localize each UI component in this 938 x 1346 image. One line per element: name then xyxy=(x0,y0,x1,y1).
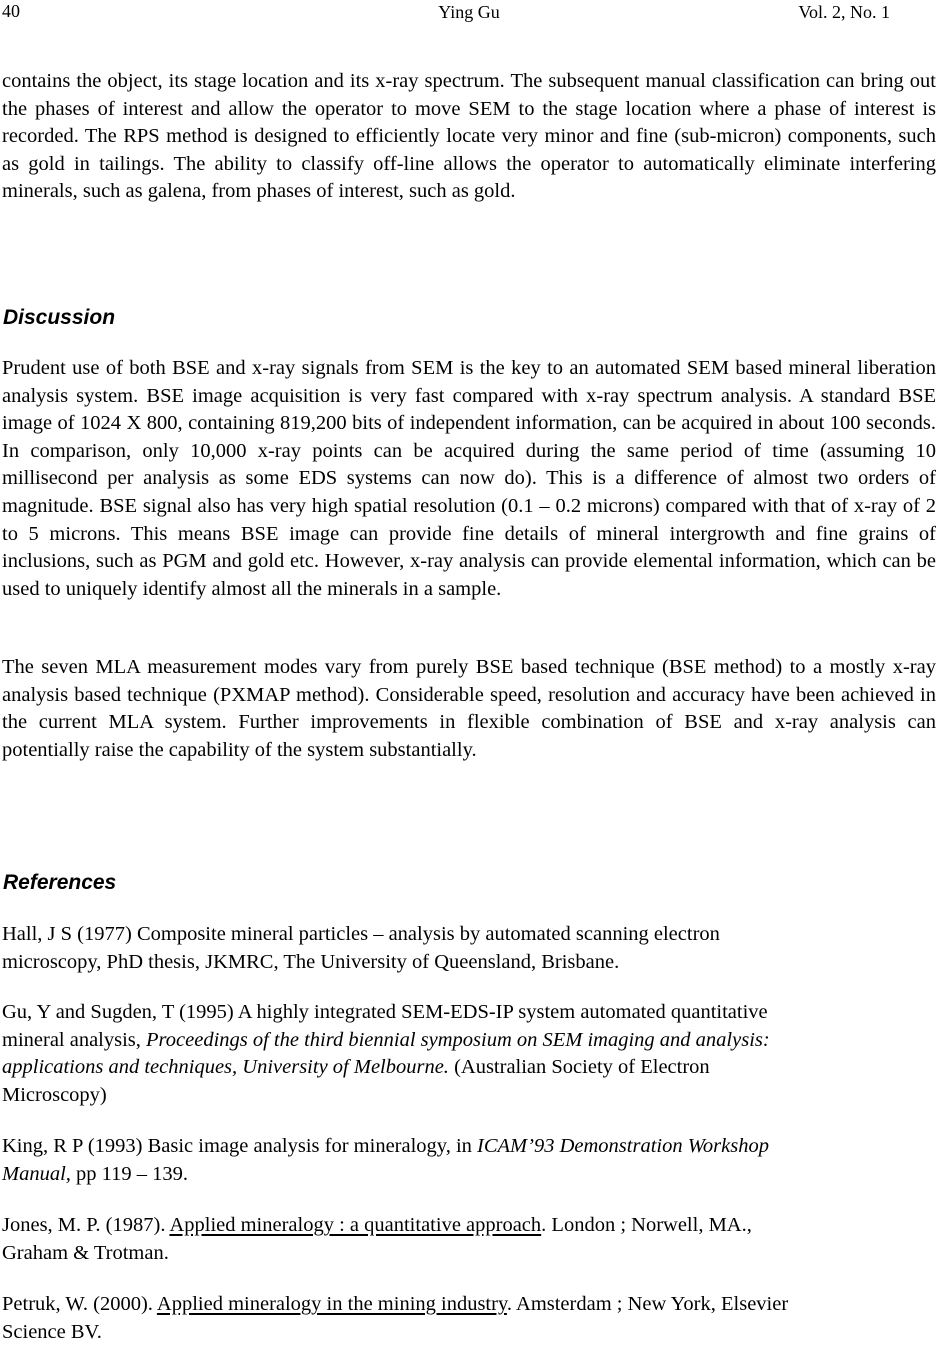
reference-book-title: Applied mineralogy in the mining industry xyxy=(156,1293,507,1315)
reference-line: Microscopy) xyxy=(2,1083,107,1106)
discussion-paragraph-2: The seven MLA measurement modes vary from purely BSE based technique (BSE method) to a mostly x-ray analysis based technique (PXMAP method). Considerable speed, resolution and accuracy have been achieved in the current MLA system. Further improvements in flexible combination of BSE and x-ray analysis can potentially raise the capability of the system substantially. xyxy=(2,656,936,761)
reference-source-title: Manual, xyxy=(2,1162,71,1185)
reference-book-title: Applied mineralogy : a quantitative approach xyxy=(169,1214,542,1236)
reference-line xyxy=(2,1291,902,1319)
reference-text: Jones, M. P. (1987). xyxy=(2,1214,170,1236)
reference-line xyxy=(2,1133,902,1161)
reference-item-gu-sugden xyxy=(2,999,902,1109)
discussion-paragraph-1: Prudent use of both BSE and x-ray signals from SEM is the key to an automated SEM based mineral liberation analysis system. BSE image acquisition is very fast compared with x-ray spectrum analysis. A standard BSE image of 1024 X 800, containing 819,200 bits of independent information, can be acquired in about 100 seconds. In comparison, only 10,000 x-ray points can be acquired during the same period of time (assuming 10 millisecond per analysis as some EDS systems can now do). This is a difference of almost two orders of magnitude. BSE signal also has very high spatial resolution (0.1 – 0.2 microns) compared with that of x-ray of 2 to 5 microns. This means BSE image can provide fine details of mineral intergrowth and fine grains of inclusions, such as PGM and gold etc. However, x-ray analysis can provide elemental information, which can be used to uniquely identify almost all the minerals in a sample. xyxy=(2,357,936,600)
reference-line xyxy=(2,1212,902,1240)
running-header-author: Ying Gu xyxy=(438,2,500,22)
reference-text: pp 119 – 139. xyxy=(70,1162,189,1185)
discussion-heading: Discussion xyxy=(3,306,116,329)
running-header xyxy=(0,0,938,24)
reference-text: . Amsterdam ; New York, Elsevier xyxy=(506,1293,789,1315)
reference-text: mineral analysis, xyxy=(2,1028,147,1051)
reference-text: King, R P (1993) Basic image analysis for mineralogy, in xyxy=(2,1135,478,1157)
reference-text: Petruk, W. (2000). xyxy=(2,1293,157,1315)
reference-item-petruk xyxy=(2,1291,902,1346)
reference-line: Science BV. xyxy=(2,1320,102,1343)
reference-line: Graham & Trotman. xyxy=(2,1241,169,1264)
reference-line: Gu, Y and Sugden, T (1995) A highly integrated SEM-EDS-IP system automated quantitative xyxy=(2,1001,768,1023)
reference-text: . London ; Norwell, MA., xyxy=(541,1214,752,1236)
reference-item-jones xyxy=(2,1212,902,1267)
reference-line xyxy=(2,1054,902,1082)
page-number: 40 xyxy=(2,1,20,21)
reference-line xyxy=(2,1161,902,1189)
references-heading: References xyxy=(3,871,117,894)
reference-source-title: ICAM’93 Demonstration Workshop xyxy=(477,1135,769,1157)
reference-item-king xyxy=(2,1133,902,1188)
reference-source-title: Proceedings of the third biennial symposium on SEM imaging and analysis: xyxy=(146,1028,770,1051)
reference-line: microscopy, PhD thesis, JKMRC, The University of Queensland, Brisbane. xyxy=(2,950,620,973)
reference-text: (Australian Society of Electron xyxy=(448,1056,710,1079)
reference-source-title: applications and techniques, University of Melbourne. xyxy=(2,1056,449,1079)
reference-line: Hall, J S (1977) Composite mineral particles – analysis by automated scanning electron xyxy=(2,923,720,945)
reference-item-hall xyxy=(2,921,902,976)
intro-paragraph: contains the object, its stage location and its x-ray spectrum. The subsequent manual classification can bring out the phases of interest and allow the operator to move SEM to the stage location where a phase of interest is recorded. The RPS method is designed to efficiently locate very minor and fine (sub-micron) components, such as gold in tailings. The ability to classify off-line allows the operator to automatically eliminate interfering minerals, such as galena, from phases of interest, such as gold. xyxy=(2,70,936,203)
reference-line xyxy=(2,1027,902,1055)
running-header-volume: Vol. 2, No. 1 xyxy=(798,2,890,22)
